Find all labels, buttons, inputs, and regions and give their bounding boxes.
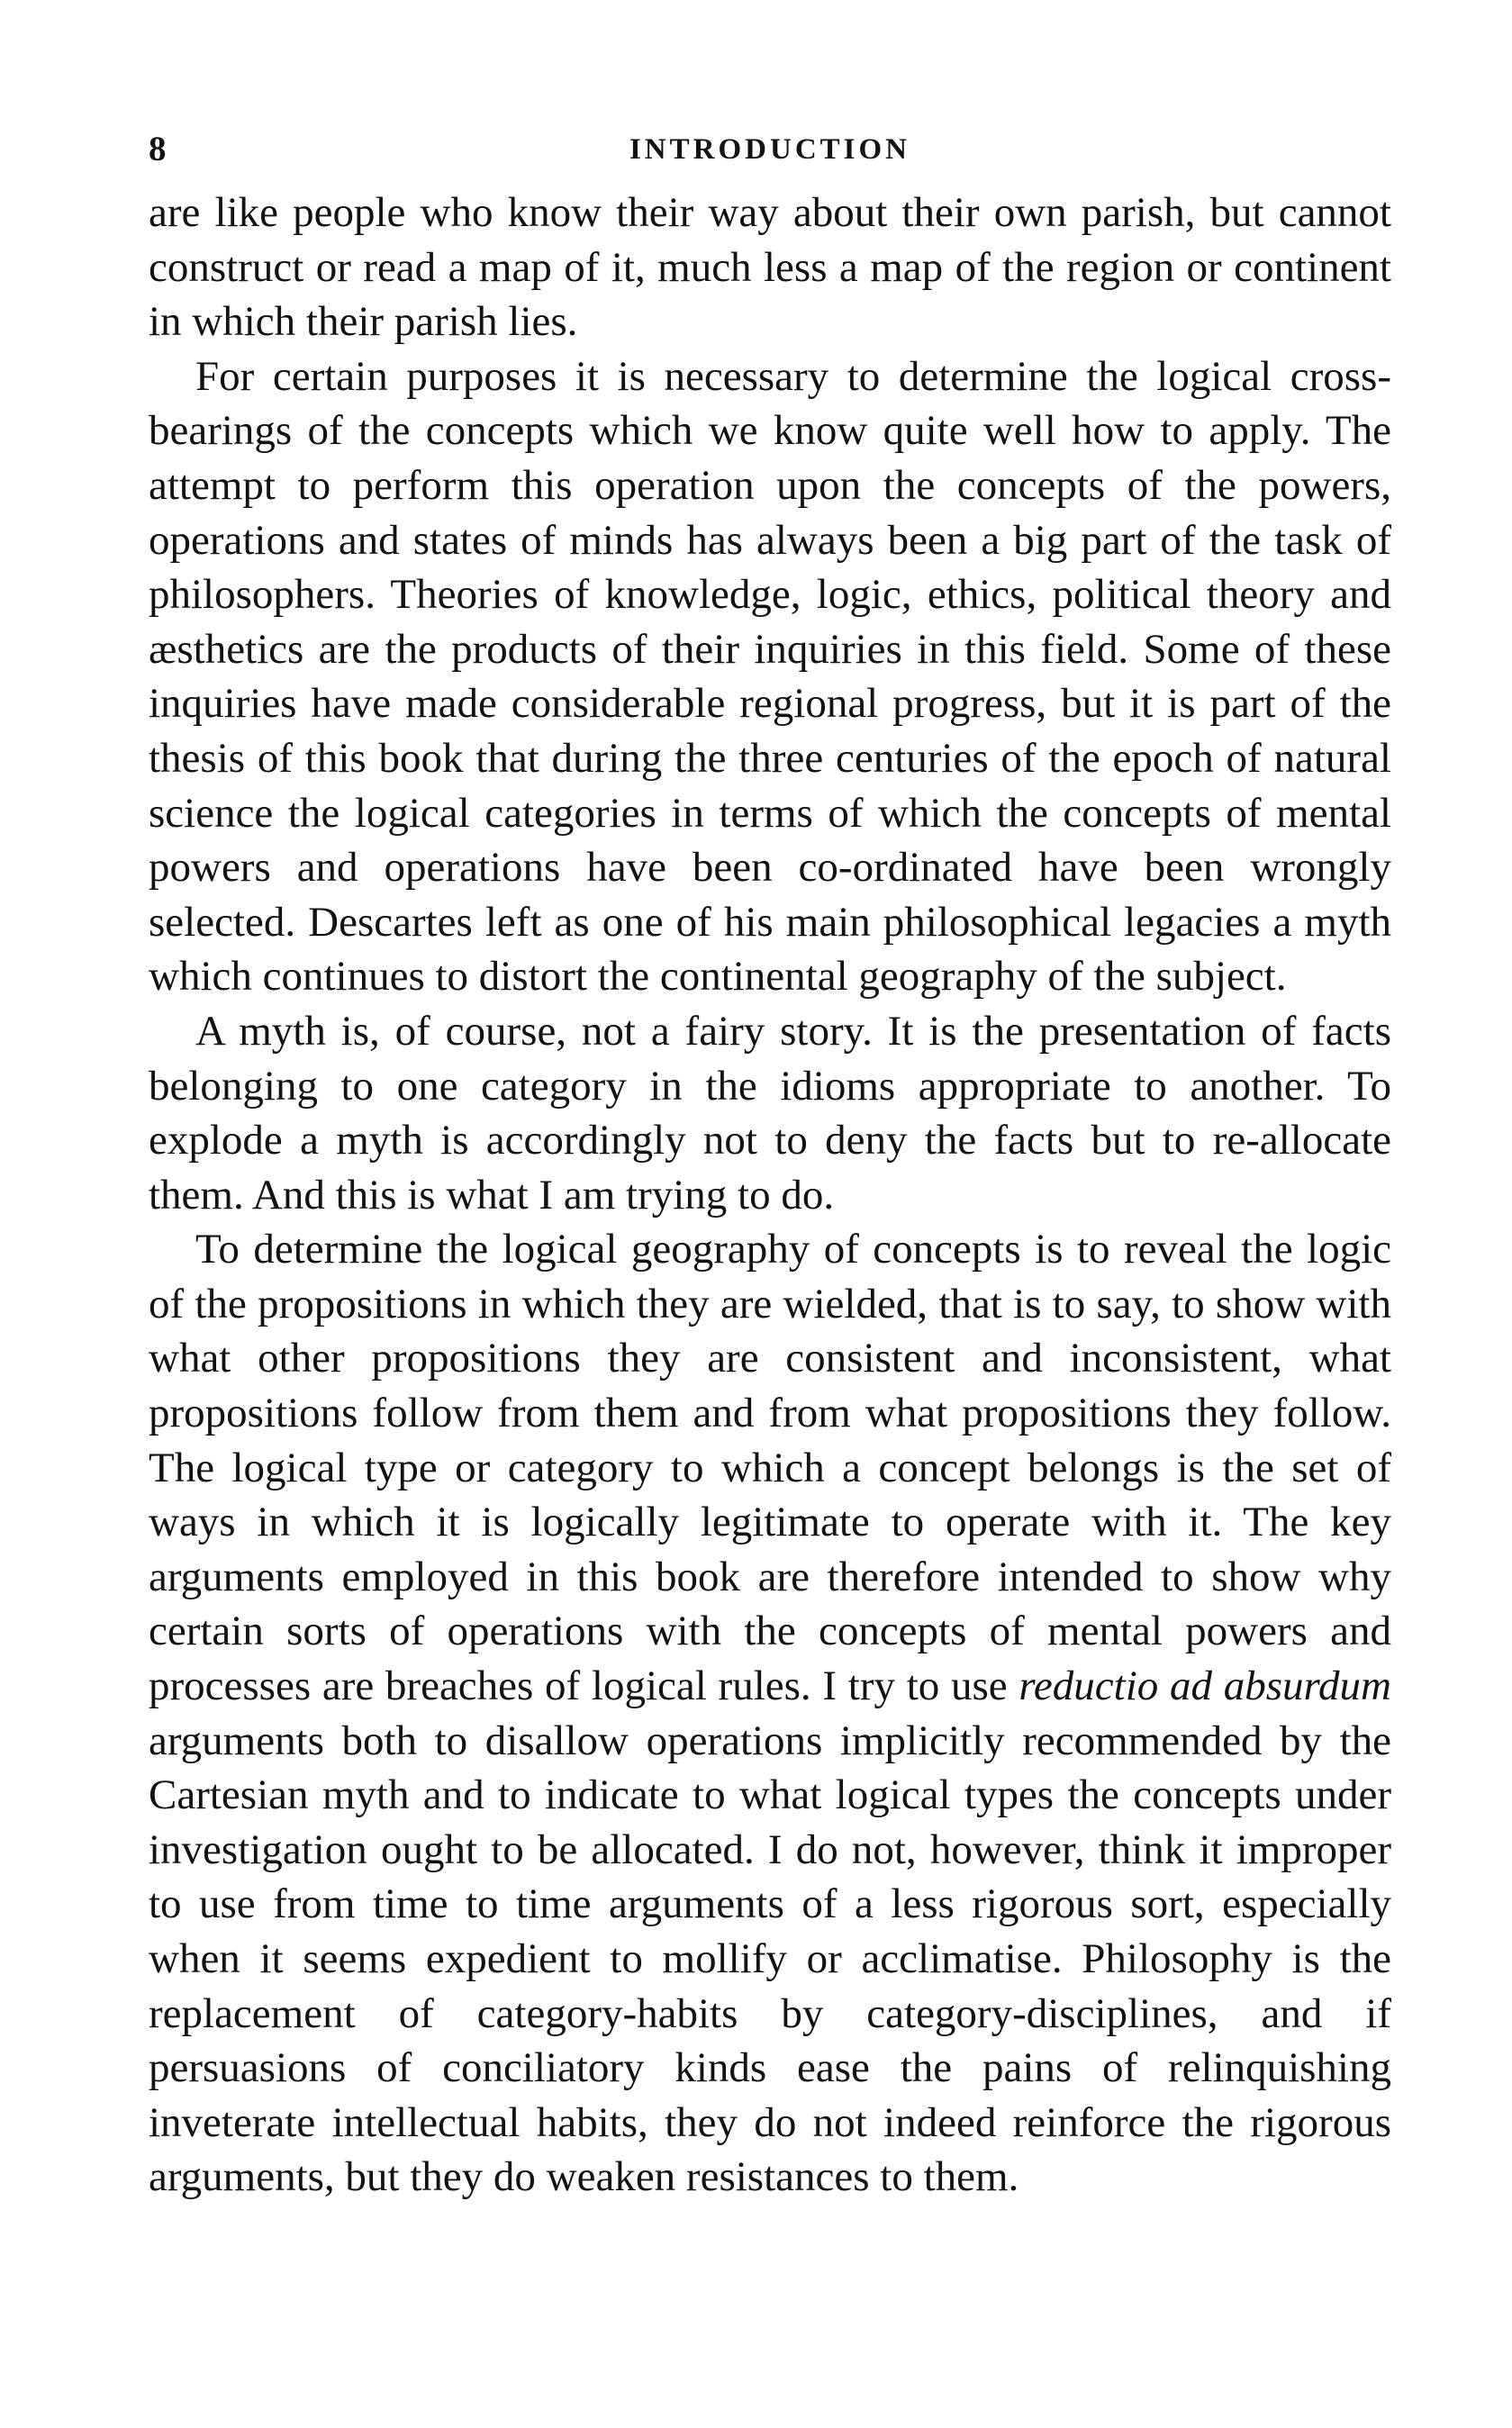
paragraph-logical-cross-bearings: For certain purposes it is necessary to determine the logical cross-bearings of the concepts which we know quite well how to apply. The attempt to perform this operation upon the concepts of the powers, operations and states of minds has always been a big part of the task of philosophers. Theories of knowledge, logic, ethics, political theory and æsthetics are the products of their inquiries in this field. Some of these inquiries have made considerable regional progress, but it is part of the thesis of this book that during the three centuries of the epoch of natural science the logical categories in terms of which the concepts of mental powers and operations have been co-ordinated have been wrongly selected. Descartes left as one of his main philosophical legacies a myth which continues to distort the continental geography of the subject. bbox=[149, 352, 1391, 1001]
body-text bbox=[149, 186, 1391, 2205]
paragraph-text-after: arguments both to disallow operations implicitly recommended by the Cartesian myth and to indicate to what logical types the concepts under investigation ought to be allocated. I do not, however, think it improper to use from time to time arguments of a less rigorous sort, especially when it seems expedient to mollify or acclimatise. Philosophy is the replacement of category-habits by category-disciplines, and if persuasions of conciliatory kinds ease the pains of relinquishing inveterate intellectual habits, they do not indeed reinforce the rigorous arguments, but they do weaken resistances to them. bbox=[149, 1717, 1391, 2201]
book-page bbox=[149, 126, 1391, 2205]
emphasis-reductio: reductio ad absurdum bbox=[1019, 1662, 1391, 1710]
paragraph-logical-geography bbox=[149, 1222, 1391, 2205]
page-header bbox=[149, 126, 1391, 186]
page-number: 8 bbox=[149, 130, 167, 168]
paragraph-text-before: To determine the logical geography of concepts is to reveal the logic of the propositions in which they are wielded, that is to say, to show with what other propositions they are consistent and inconsistent, what propositions follow from them and from what propositions they follow. The logical type or category to which a concept belongs is the set of ways in which it is logically legitimate to operate with it. The key arguments employed in this book are therefore intended to show why certain sorts of operations with the concepts of mental powers and processes are breaches of logical rules. I try to use bbox=[149, 1226, 1391, 1710]
paragraph-myth: A myth is, of course, not a fairy story. It is the presentation of facts belonging to one category in the idioms appropriate to another. To explode a myth is accordingly not to deny the facts but to re-allocate them. And this is what I am trying to do. bbox=[149, 1007, 1391, 1219]
running-head: INTRODUCTION bbox=[629, 133, 911, 166]
paragraph-continued: are like people who know their way about their own parish, but cannot construct or read a map of it, much less a map of the region or continent in which their parish lies. bbox=[149, 189, 1391, 346]
